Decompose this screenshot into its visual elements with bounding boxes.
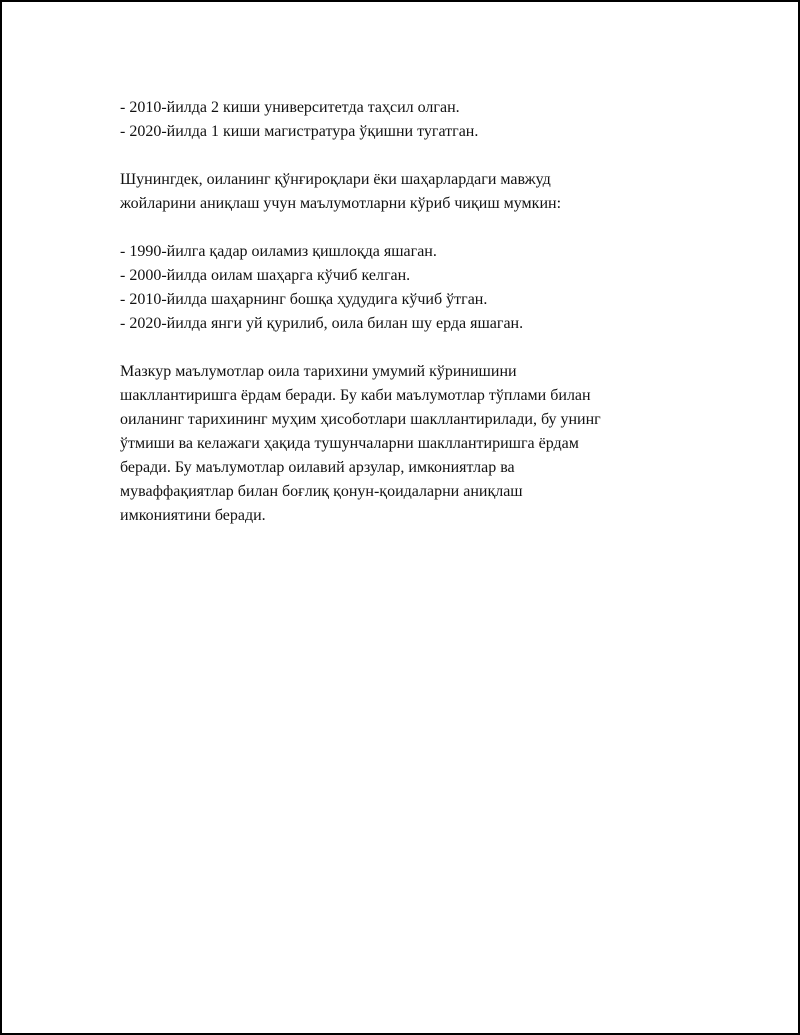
list-item: - 2020-йилда 1 киши магистратура ўқишни тугатган. [120, 123, 479, 140]
paragraph-line: Мазкур маълумотлар оила тарихини умумий кўринишини [120, 363, 517, 380]
paragraph-summary [120, 360, 700, 528]
list-item: - 1990-йилга қадар оиламиз қишлоқда яшаган. [120, 243, 437, 260]
paragraph-line: жойларини аниқлаш учун маълумотларни кўриб чиқиш мумкин: [120, 195, 562, 212]
list-item: - 2010-йилда шаҳарнинг бошқа ҳудудига кўчиб ўтган. [120, 291, 488, 308]
paragraph-line: беради. Бу маълумотлар оилавий арзулар, имкониятлар ва [120, 459, 515, 476]
paragraph-spacer [120, 144, 700, 168]
list-item: - 2010-йилда 2 киши университетда таҳсил олган. [120, 99, 460, 116]
paragraph-line: оиланинг тарихининг муҳим ҳисоботлари шакллантирилади, бу унинг [120, 411, 601, 428]
list-item: - 2000-йилда оилам шаҳарга кўчиб келган. [120, 267, 411, 284]
paragraph-line: Шунингдек, оиланинг қўнғироқлари ёки шаҳарлардаги мавжуд [120, 171, 551, 188]
education-list [120, 96, 700, 144]
paragraph-intro [120, 168, 700, 216]
paragraph-line: имкониятини беради. [120, 507, 266, 524]
paragraph-line: шакллантиришга ёрдам беради. Бу каби маълумотлар тўплами билан [120, 387, 591, 404]
paragraph-line: ўтмиши ва келажаги ҳақида тушунчаларни шакллантиришга ёрдам [120, 435, 579, 452]
paragraph-spacer [120, 336, 700, 360]
list-item: - 2020-йилда янги уй қурилиб, оила билан шу ерда яшаган. [120, 315, 524, 332]
paragraph-line: муваффақиятлар билан боғлиқ қонун-қоидаларни аниқлаш [120, 483, 523, 500]
relocation-history-list [120, 240, 700, 336]
document-body [120, 96, 700, 528]
paragraph-spacer [120, 216, 700, 240]
